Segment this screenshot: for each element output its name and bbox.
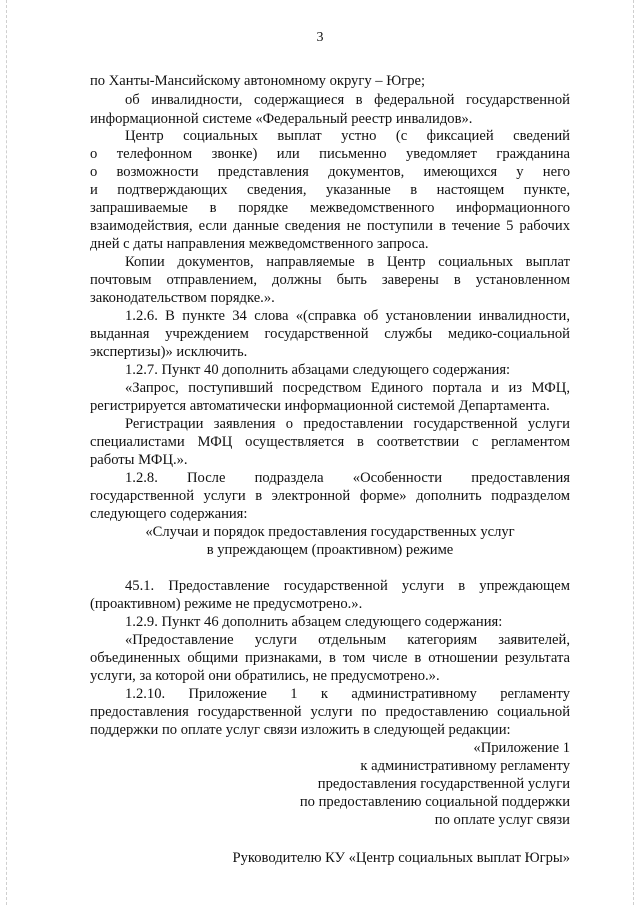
appendix-heading-line: по предоставлению социальной поддержки	[299, 794, 570, 810]
text-line: взаимодействия, если данные сведения не поступили в течение 5 рабочих	[90, 218, 570, 234]
text-line: услуги, за которой они обратились, не предусмотрено.».	[90, 668, 440, 684]
text-line: 45.1. Предоставление государственной услуги в упреждающем	[125, 578, 570, 594]
text-line: законодательством порядке.».	[90, 290, 275, 306]
text-line: следующего содержания:	[90, 506, 248, 522]
text-line: информационной системе «Федеральный реестр инвалидов».	[90, 111, 473, 127]
text-line: специалистами МФЦ осуществляется в соответствии с регламентом	[90, 434, 570, 450]
text-line: дней с даты направления межведомственного запроса.	[90, 236, 429, 252]
text-line: Копии документов, направляемые в Центр социальных выплат	[125, 254, 570, 270]
text-line: 1.2.6. В пункте 34 слова «(справка об установлении инвалидности,	[125, 308, 570, 324]
text-line: почтовым отправлением, должны быть заверены в установленном	[90, 272, 570, 288]
text-line: об инвалидности, содержащиеся в федеральной государственной	[125, 92, 570, 108]
subsection-heading-line: «Случаи и порядок предоставления государственных услуг	[145, 524, 515, 540]
right-scan-edge	[633, 0, 634, 905]
addressee-line: Руководителю КУ «Центр социальных выплат Югры»	[232, 850, 570, 866]
page-number: 3	[316, 30, 324, 45]
text-line: (проактивном) режиме не предусмотрено.».	[90, 596, 363, 612]
appendix-heading-line: к административному регламенту	[360, 758, 570, 774]
text-line: предоставления государственной услуги по предоставлению социальной	[90, 704, 570, 720]
text-line: 1.2.7. Пункт 40 дополнить абзацами следующего содержания:	[125, 362, 511, 378]
text-line: о возможности представления документов, имеющихся у него	[90, 164, 570, 180]
text-line: Регистрации заявления о предоставлении государственной услуги	[125, 416, 570, 432]
appendix-heading-line: предоставления государственной услуги	[317, 776, 570, 792]
text-line: экспертизы)» исключить.	[90, 344, 248, 360]
text-line: государственной услуги в электронной форме» дополнить подразделом	[90, 488, 570, 504]
text-line: и подтверждающих сведения, указанные в настоящем пункте,	[90, 182, 570, 198]
text-line: работы МФЦ.».	[90, 452, 188, 468]
text-line: регистрируется автоматически информационной системой Департамента.	[90, 398, 550, 414]
text-line: поддержки по оплате услуг связи изложить в следующей редакции:	[90, 722, 511, 738]
left-scan-edge	[6, 0, 7, 905]
text-line: по Ханты-Мансийскому автономному округу – Югре;	[90, 73, 426, 89]
text-line: 1.2.8. После подраздела «Особенности предоставления	[125, 470, 570, 486]
text-line: «Предоставление услуги отдельным категориям заявителей,	[125, 632, 570, 648]
appendix-heading-line: «Приложение 1	[473, 740, 570, 756]
text-line: «Запрос, поступивший посредством Единого портала и из МФЦ,	[125, 380, 570, 396]
text-line: объединенных общими признаками, в том числе в отношении результата	[90, 650, 570, 666]
text-line: запрашиваемые в порядке межведомственного информационного	[90, 200, 570, 216]
text-line: Центр социальных выплат устно (с фиксацией сведений	[125, 128, 570, 144]
text-line: 1.2.9. Пункт 46 дополнить абзацем следующего содержания:	[125, 614, 503, 630]
appendix-heading-line: по оплате услуг связи	[434, 812, 570, 828]
subsection-heading-line: в упреждающем (проактивном) режиме	[206, 542, 454, 558]
text-line: выданная учреждением государственной службы медико-социальной	[90, 326, 570, 342]
text-line: 1.2.10. Приложение 1 к административному регламенту	[125, 686, 570, 702]
text-line: о телефонном звонке) или письменно уведомляет гражданина	[90, 146, 570, 162]
